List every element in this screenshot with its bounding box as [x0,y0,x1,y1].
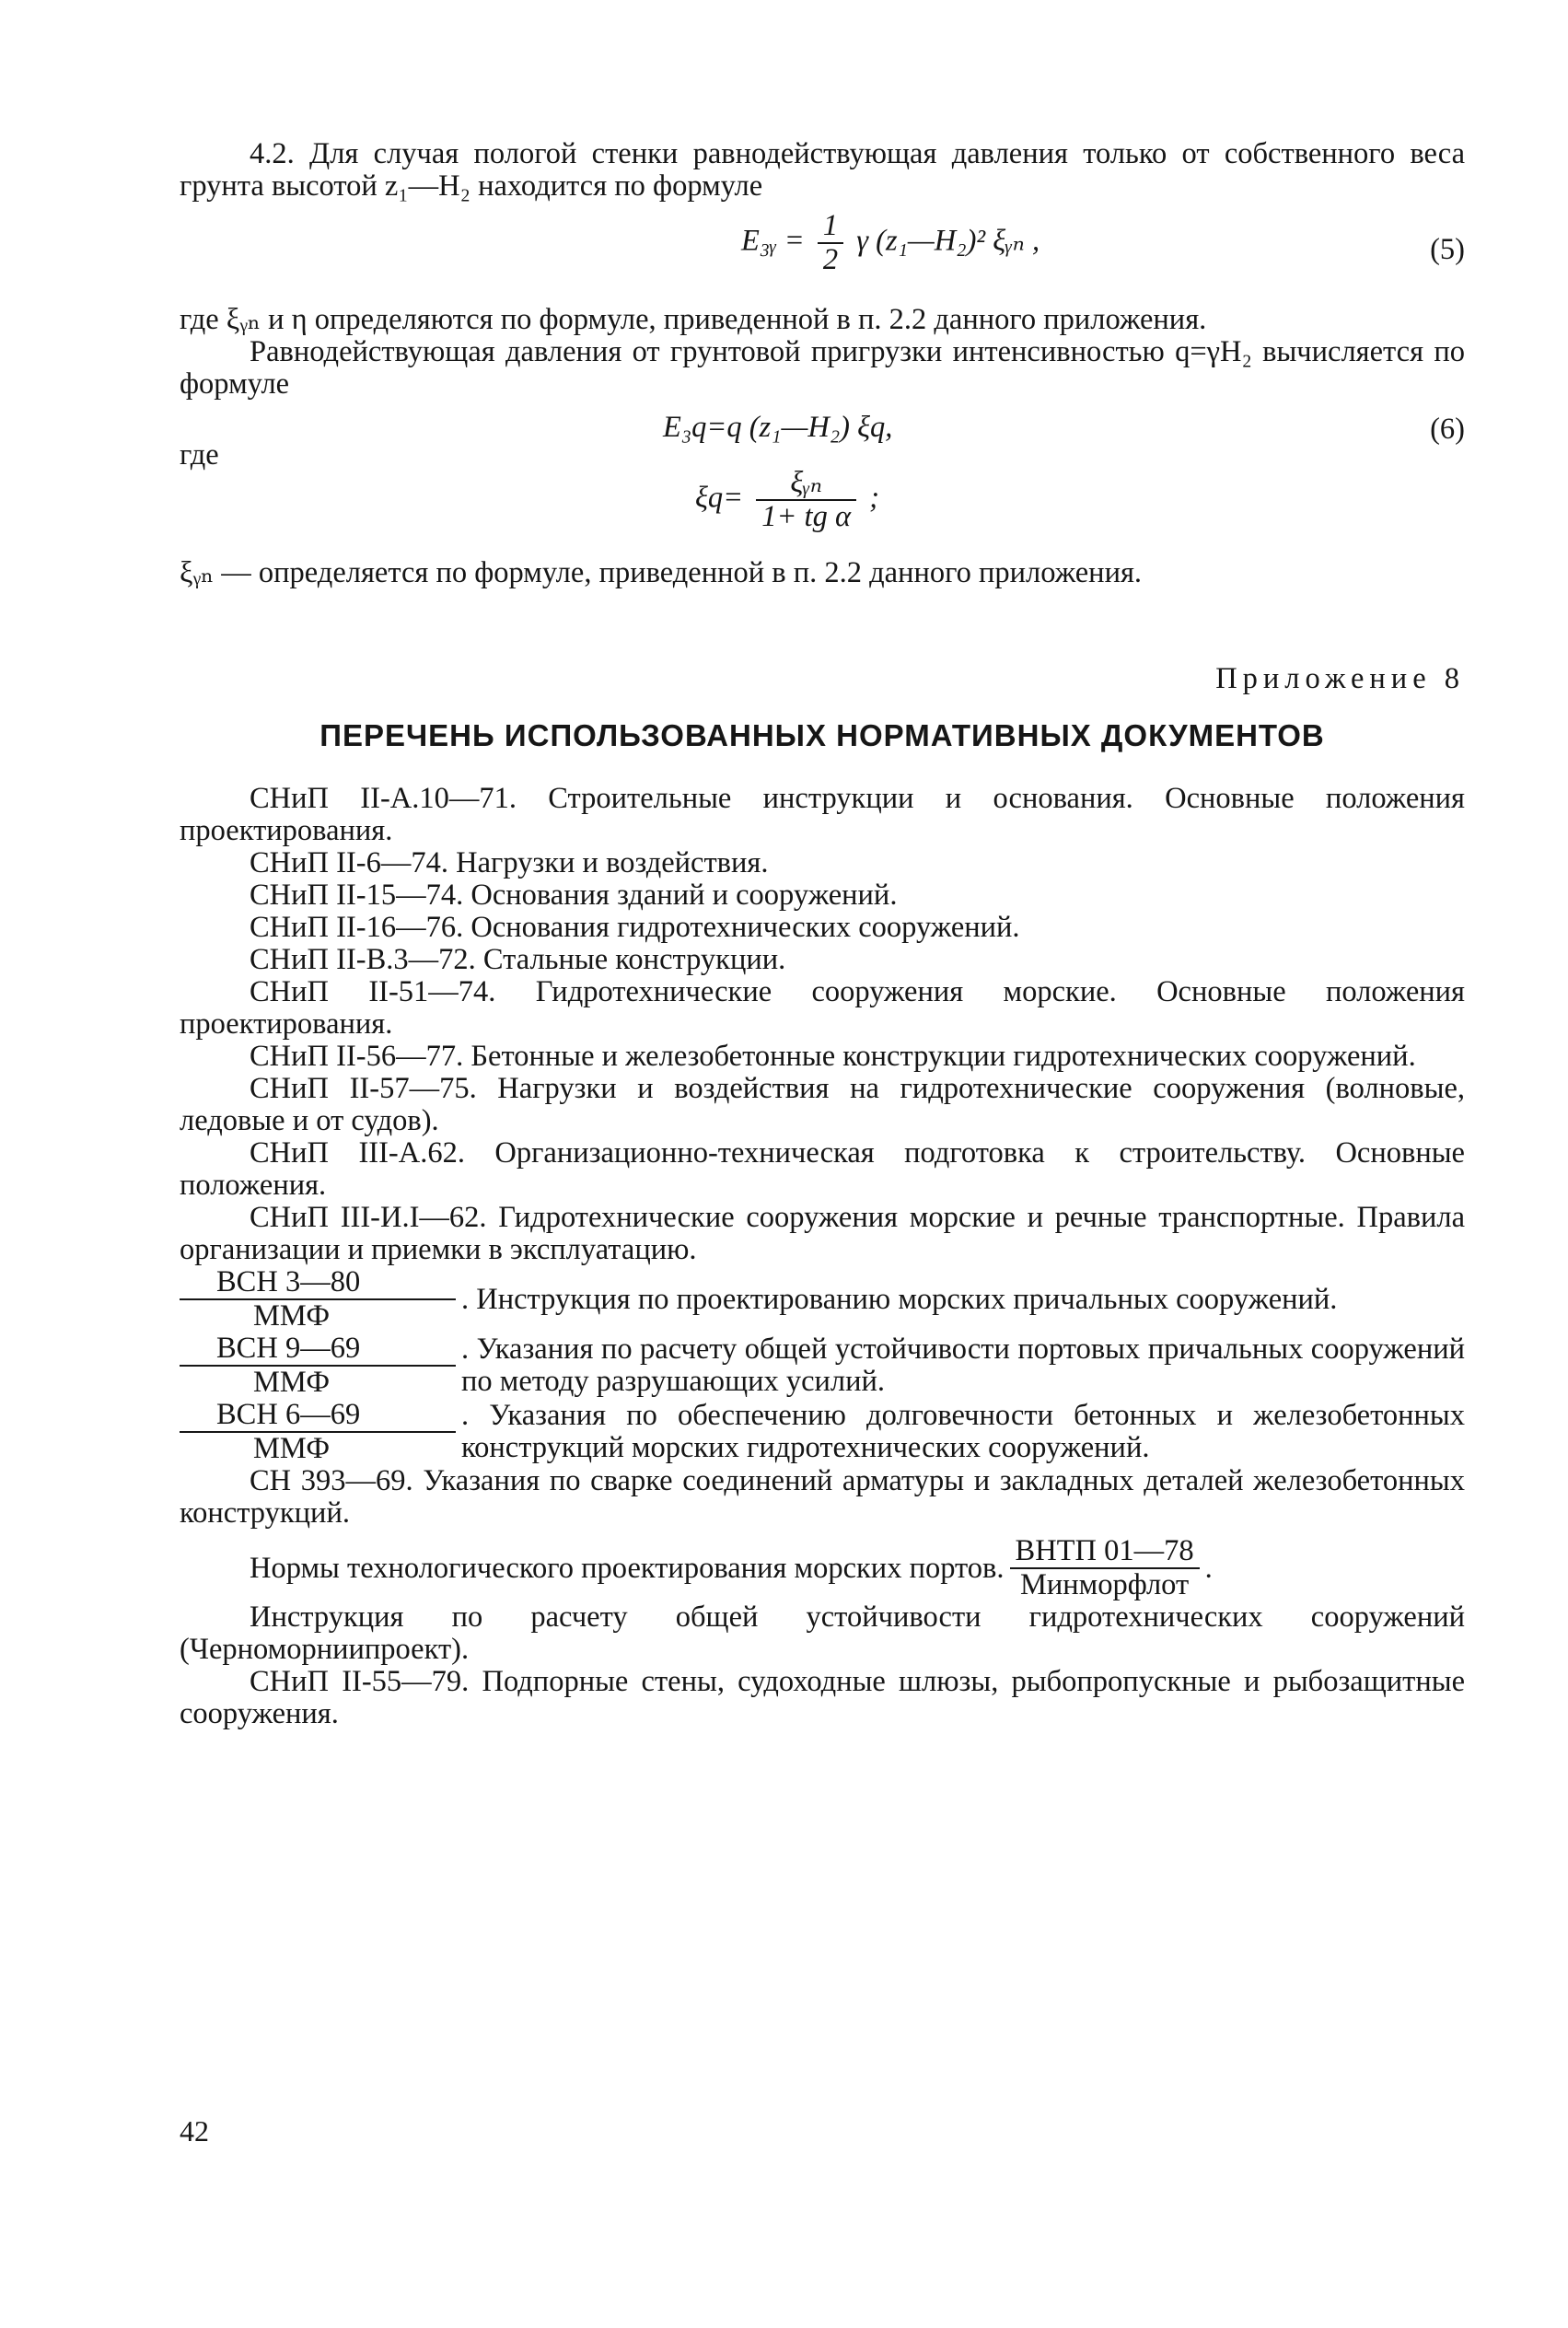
vsn-1-numerator: ВСН 3—80 [216,1265,361,1298]
doc-snip-7: СНиП II-56—77. Бетонные и железобетонные конструкции гидротехнических сооружений. [250,1040,1416,1073]
page-number: 42 [180,2114,209,2148]
formula-5-row [180,203,1465,304]
doc-vsn-2 [180,1333,1465,1399]
word-where: где [180,438,219,471]
norms-numerator: ВНТП 01—78 [1015,1534,1194,1567]
xi-q-numerator: ξᵧₙ [790,466,822,499]
doc-snip-3: СНиП II-15—74. Основания зданий и сооружений. [250,879,898,912]
vsn-3-denominator: ММФ [180,1431,456,1465]
paragraph-where-1: где ξᵧₙ и η определяются по формуле, приведенной в п. 2.2 данного приложения. [180,303,1207,336]
paragraph-4-2: 4.2. Для случая пологой стенки равнодействующая давления только от собственного веса грунта высотой z₁—H₂ находится по формуле [180,137,1465,203]
formula-5-denominator: 2 [818,242,843,276]
vsn-2-denominator: ММФ [180,1365,456,1399]
vsn-2-numerator: ВСН 9—69 [216,1332,361,1365]
norms-denominator: Минморфлот [1010,1567,1200,1601]
appendix-title: ПЕРЕЧЕНЬ ИСПОЛЬЗОВАННЫХ НОРМАТИВНЫХ ДОКУМЕНТОВ [319,718,1325,752]
doc-vsn-3 [180,1399,1465,1465]
vsn-2-fraction [180,1333,456,1399]
formula-5-rhs: γ (z₁—H₂)² ξᵧₙ , [856,224,1040,258]
formula-6-number: (6) [1430,413,1465,446]
formula-5-number: (5) [1430,233,1465,266]
appendix-label: Приложение 8 [1215,662,1465,695]
doc-instruction: Инструкция по расчету общей устойчивости гидротехнических сооружений (Черноморниипроект). [180,1600,1465,1666]
formula-6-block [180,401,1465,557]
doc-snip-9: СНиП III-А.62. Организационно-техническая подготовка к строительству. Основные положения. [180,1136,1465,1202]
formula-5-numerator: 1 [822,209,839,242]
formula-5 [741,210,1040,276]
vsn-1-fraction [180,1266,456,1333]
paragraph-xi-definition: ξᵧₙ — определяется по формуле, приведенной в п. 2.2 данного приложения. [180,556,1143,589]
doc-snip-1: СНиП II-А.10—71. Строительные инструкции и основания. Основные положения проектирования. [180,782,1465,847]
doc-vsn-1 [180,1266,1465,1333]
vsn-3-text: . Указания по обеспечению долговечности бетонных и железобетонных конструкций морских гидротехнических сооружений. [461,1399,1465,1464]
vsn-2-text: . Указания по расчету общей устойчивости портовых причальных сооружений по методу разрушающих усилий. [461,1333,1465,1398]
doc-snip-10: СНиП III-И.I—62. Гидротехнические сооружения морские и речные транспортные. Правила организации и приемки в эксплуатацию. [180,1201,1465,1266]
xi-q-denominator: 1+ tg α [756,499,856,533]
doc-snip-2: СНиП II-6—74. Нагрузки и воздействия. [250,846,769,879]
formula-xi-q [695,467,879,533]
doc-snip-5: СНиП II-В.3—72. Стальные конструкции. [250,943,786,976]
norms-tail: . [1204,1551,1213,1585]
vsn-1-text: . Инструкция по проектированию морских причальных сооружений. [461,1282,1338,1316]
formula-5-lhs: E₃ᵧ = [741,224,805,258]
vsn-3-numerator: ВСН 6—69 [216,1398,361,1431]
formula-6: E₃q=q (z₁—H₂) ξq, [663,411,893,444]
vsn-3-fraction [180,1399,456,1465]
paragraph-surcharge: Равнодействующая давления от грунтовой пригрузки интенсивностью q=γH₂ вычисляется по формуле [180,335,1465,401]
doc-sn-393: СН 393—69. Указания по сварке соединений арматуры и закладных деталей железобетонных конструкций. [180,1464,1465,1530]
vsn-1-denominator: ММФ [180,1298,456,1333]
doc-norms [180,1535,1465,1601]
xi-q-lhs: ξq= [695,481,744,515]
xi-q-fraction [756,467,856,533]
doc-snip-55: СНиП II-55—79. Подпорные стены, судоходные шлюзы, рыбопропускные и рыбозащитные сооружения. [180,1665,1465,1730]
doc-snip-4: СНиП II-16—76. Основания гидротехнических сооружений. [250,911,1020,944]
page-content [180,138,1465,1730]
xi-q-tail: ; [869,481,879,515]
doc-snip-6: СНиП II-51—74. Гидротехнические сооружения морские. Основные положения проектирования. [180,975,1465,1041]
doc-snip-8: СНиП II-57—75. Нагрузки и воздействия на гидротехнические сооружения (волновые, ледовые и от судов). [180,1072,1465,1137]
norms-fraction [1010,1535,1200,1601]
formula-5-fraction [818,210,843,276]
norms-text: Нормы технологического проектирования морских портов. [250,1551,1005,1585]
